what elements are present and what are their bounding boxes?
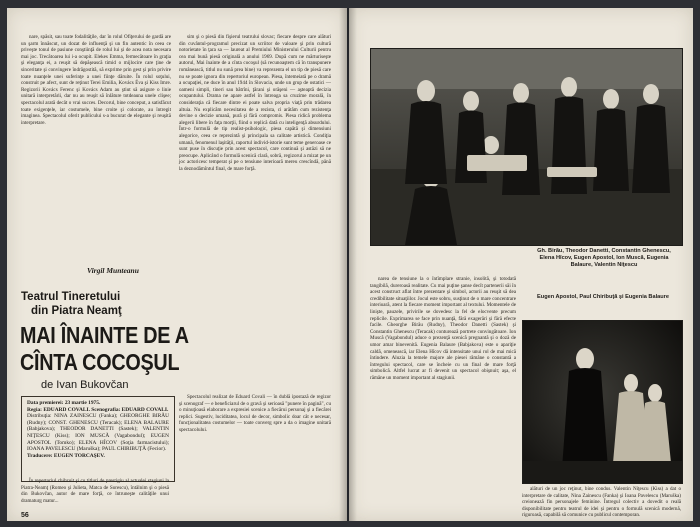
play-author: de Ivan Bukovčan: [41, 379, 129, 391]
review-continued-column: [370, 276, 516, 504]
intro-column-text: nare, spăsit, sau toate fodalităţile, dar în rolul Ofiţerului de gardă are un şarm înnăscut, un dozat de influenţă şi un fin autentic în ceea ce priveşte tonul de pasiune conştiinţă de rolul lui şi de acea nota necesara mai joc. Trecătoarea lui i-a ocupit. Elekes Emma, fermecătoare în graţia şi eleganţa ei, a reuşit să depăşească timid o mijlocire care ţine de sinceritate şi convingere îndrăgostită, să exprime prin gest şi prin privire toate nuanţele unei suferinţe a unei fiinţe dăruite. În rolul soţului, construit pe afect, sunt de reţinut Terei Emilia, Kovács Éva şi Kiss Imre. Regizorii Kovács Ferenc şi Kovács Adam au ştiut să asigure o linie unitară interpretării, dar nu au reuşit să înlăture totdeauna unele clişee; spectacolul arată decât o vrai succes. Decorul, bine conceput, a satisfăcut toate exigenţele, iar costumele, bine croite şi colorate, au întregit imaginea. Spectacolul oferit publicului s-a bucurat de elegante şi reuşită interpretare.: [21, 34, 171, 126]
closing-column: [522, 486, 681, 519]
review-column-right-text: sim şi o piesă din fişierul teatrului slovac; fiecare despre care alături din cuvântul-programul precizat un scriitor de valoare şi prin cultură notorietate în ţara sa — laureat al Premiului Ministerului Culturii pentru cea mai bună piesă originală a anului 1969. După cum ne mărturiseşte autorul, Mai înainte de a cînta cocoşul (să recunoaştem că în transpunere românească, titlul nu sună prea bine) va reprezenta el un tip de piesă care nu se poate ignora din repertoriul european. Piesa, întemeiată pe o dramă a ocupaţiei, ne duce în anul 1944 în Slovacia, unde un grup de ostatici — oameni simpli, tineri sau bătrîni, ţărani şi orăşeni — aşteaptă decizia ocupantului. Drama ne apare astfel în întreaga sa cruzime morală, în consideraţia că fiecare dintre ei poate salva propria viaţă prin trădarea altuia. Nu explicăm necesitatea de a rezista, ci arătăm cum rezistenţa devine o decizie umană, pură şi fără compromis. Piesa ridică problema alegerii libere în faţa morţii, fiind o replică dată cu inteligenţă absurdului. Într-o formulă de tip realist-psihologic, piesa capătă şi dimensiuni alegorice, ceea ce reprezintă şi principala sa calitate artistică. Condiţia umană, fenomenul laşităţii, raportul individ-istorie sunt teme generoase ce sunt puse în discuţie prin acest spectacol, care continuă şi astăzi să ne preocupe. Aplicând o formulă scenică clară, sobră, regizorul a mizat pe un joc actoricesc temperat şi pe o tensiune interioară mereu crescîndă, până la deznodămîntul final, de mare forţă.: [179, 34, 331, 172]
play-title-line1: MAI ÎNAINTE DE A: [20, 322, 189, 348]
review-column-right-lower-text: Spectacolul realizat de Eduard Covali — în dublă ipostază de regizor şi scenograf — e beneficiarul de o gravă şi serioasă "punere în pagină", cu o minuţioasă elaborare a expresiei scenice a fiecărui personaj şi a fiecărei replici. Sugestiv, luciditatea, locul de decor, simbolic doar cât e necesar, funcţionalitatea costumelor — toate converg spre a da o imagine unitară spectacolului.: [179, 394, 331, 433]
ensemble-photo-caption: Gh. Birău, Theodor Danetti, Constantin Ghenescu, Elena Hîcov, Eugen Apostol, Ion Muscă, Eugenia Balaure, Valentin Niţescu: [537, 248, 671, 268]
stage-photo-trio: [522, 320, 683, 484]
intro-column: [21, 34, 171, 266]
page-number: 56: [21, 512, 29, 519]
theatre-name-line1: Teatrul Tineretului: [21, 291, 121, 303]
cast-list: Distribuţia: NINA ZAINESCU (Fanka); GHEORGHE BIRĂU (Rudny); CONST. GHENESCU (Teracak); ELENA BALAURE (Babjakova); THEODOR DANETTI (Sastek); VALENTIN NIŢESCU (Kiss); ION MUSCĂ (Vagabondul); EUGEN APOSTOL (Tomko); ELENA HÎCOV (Soţia farmacistului); IOANA PAVELESCU (Maruška); PAUL CHIRIBUŢĂ (Fecior).: [27, 413, 169, 453]
review-column-right: [179, 34, 331, 390]
direction-credits: Regia: EDUARD COVALI. Scenografia: EDUARD COVALI.: [27, 406, 169, 413]
stage-photo-ensemble: [370, 48, 683, 246]
left-page: [7, 8, 347, 521]
review-signature: Virgil Munteanu: [87, 266, 139, 275]
review-column-right-lower: [179, 394, 331, 506]
translation-credit: Traducere: EUGEN TORCAŞEV.: [27, 452, 105, 459]
duo-photo-caption: Eugen Apostol, Paul Chiribuţă şi Eugenia Balaure: [537, 294, 669, 300]
production-credits: [21, 396, 175, 482]
bottom-left-column: [21, 478, 169, 504]
theatre-name-line2: din Piatra Neamţ: [31, 305, 122, 317]
ensemble-photo-image: [371, 49, 682, 245]
play-title-line2: CÎNTA COCOŞUL: [20, 349, 180, 375]
review-continued-text: narea de tensiune la o întîmplare stranie, insolită, şi totodată tangibilă, dureroasă realitate. Cu mai puţine şanse decît partenerii săi în acest construct aflat între prezentare şi simbol, actorii au reuşit să dea credibilitate situaţiilor. Jocul este sobru, susţinut de o mare concentrare interioară, atent la fiecare moment important al textului. Momentele de linişte, pauzele, privirile se dovedesc la fel de elocvente precum replicile. Exprimarea se face prin nuanţă, fără exagerări şi fără efecte facile. Gheorghe Birău (Rudny), Theodor Danetti (Sastek) şi Constantin Ghenescu (Teracak) conturează portrete convingătoare. Ion Muscă (Vagabondul) aduce o prezenţă scenică pregnantă şi o doză de umor amar binevenită. Eugenia Balaure (Babjakova) este o apariţie caldă, omenească, iar Elena Hîcov dă intensitate unui rol de mai mică întindere. Aluzia la temele majore ale piesei rămâne o constantă a întregului spectacol, care se încheie cu un final de mare forţă simbolică. Altfel lucrat ar fi devenit un spectacol obişnuit; aşa, el rămâne un moment important al stagiunii.: [370, 276, 516, 381]
premiere-date: Data premierei: 23 martie 1975.: [27, 400, 101, 406]
trio-photo-image: [523, 321, 682, 483]
bottom-left-text: În repertoriul chibzuit şi cu titluri de prestigiu al actualei stagiuni la Piatra-Neamţ (Romeo şi Julieta, Matca de Sorescu), întâlnim şi o piesă din Bukovčan, autor de mare forţă, ce întruneşte calităţile unui dramaturg matur...: [21, 478, 169, 504]
closing-column-text: alături de un joc reţinut, bine condus. Valentin Niţescu (Kiss) a dat o interpretare de calitate, Nina Zainescu (Fanka) şi Ioana Pavelescu (Maruška) creionează fin personajele feminine. Întregul colectiv a dovedit o reală disponibilitate pentru teatrul de idei şi pentru o formulă scenică modernă, riguroasă, capabilă să comunice cu publicul contemporan.: [522, 486, 681, 519]
right-page: [349, 8, 693, 521]
